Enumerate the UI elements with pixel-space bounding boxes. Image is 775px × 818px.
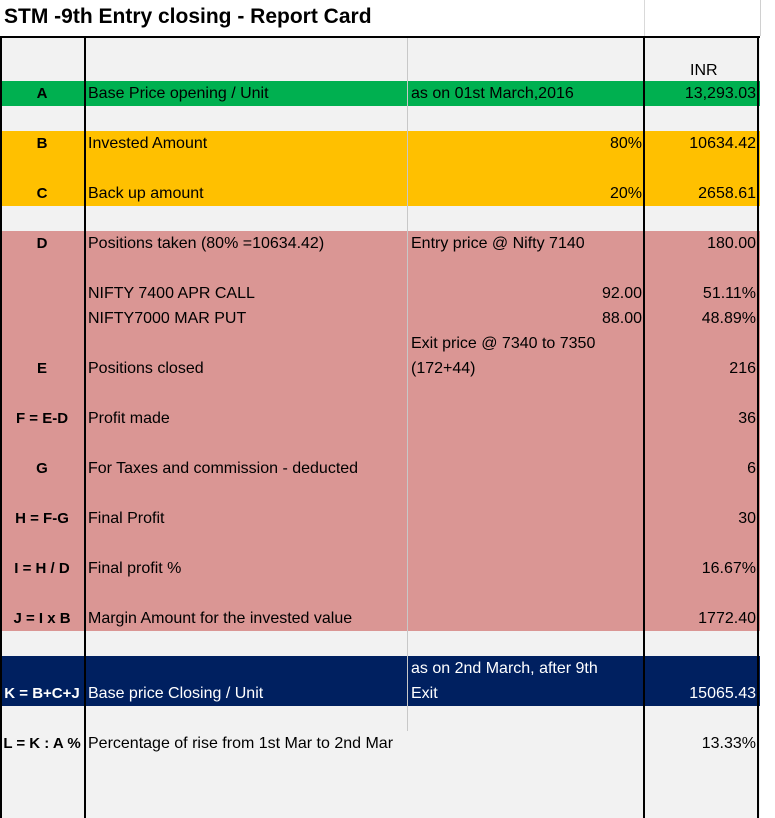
row-f-label: F = E-D	[15, 410, 69, 427]
row-e-note-line1	[0, 331, 760, 356]
row-e-note2: (172+44)	[411, 360, 476, 377]
row-l	[0, 731, 760, 756]
report-title: STM -9th Entry closing - Report Card	[4, 5, 372, 28]
row-b-desc: Invested Amount	[88, 135, 208, 152]
row-i-label: I = H / D	[14, 560, 70, 577]
row-e-label: E	[36, 360, 47, 377]
row-d-label: D	[36, 235, 48, 252]
row-h-label: H = F-G	[15, 510, 69, 527]
row-b-label: B	[36, 135, 48, 152]
row-k	[0, 681, 760, 706]
row-d-desc: Positions taken (80% =10634.42)	[88, 235, 325, 252]
row-f-desc: Profit made	[88, 410, 170, 427]
row-k-note2: Exit	[411, 685, 438, 702]
row-h-value: 30	[738, 510, 756, 527]
col-border-3	[643, 36, 645, 818]
row-d-note: Entry price @ Nifty 7140	[411, 235, 585, 252]
row-c-pct: 20%	[609, 185, 642, 202]
row-l-label: L = K : A %	[3, 735, 81, 752]
row-f	[0, 406, 760, 431]
col-border-right	[757, 36, 759, 818]
col-border-left	[0, 36, 2, 818]
row-d2	[0, 306, 760, 331]
row-k-note-line1	[0, 656, 760, 681]
row-e-value: 216	[729, 360, 756, 377]
row-a-value: 13,293.03	[684, 85, 756, 102]
row-g-label: G	[36, 460, 48, 477]
row-j-value: 1772.40	[698, 610, 756, 627]
row-k-label: K = B+C+J	[4, 685, 80, 702]
row-b-pct: 80%	[609, 135, 642, 152]
row-i	[0, 556, 760, 581]
row-l-value: 13.33%	[701, 735, 756, 752]
row-g	[0, 456, 760, 481]
row-e-note1: Exit price @ 7340 to 7350	[411, 335, 596, 352]
row-k-desc: Base price Closing / Unit	[88, 685, 264, 702]
row-d1-price: 92.00	[601, 285, 642, 302]
row-k-note1: as on 2nd March, after 9th	[411, 660, 598, 677]
row-l-desc: Percentage of rise from 1st Mar to 2nd Mar	[88, 735, 394, 752]
row-d1-value: 51.11%	[702, 285, 756, 302]
title-bar	[0, 0, 761, 36]
row-j-label: J = I x B	[13, 610, 71, 627]
currency-label: INR	[690, 62, 718, 79]
row-j	[0, 606, 760, 631]
row-h	[0, 506, 760, 531]
row-i-desc: Final profit %	[88, 560, 182, 577]
title-divider	[644, 0, 645, 36]
row-a	[0, 81, 760, 106]
row-d2-desc: NIFTY7000 MAR PUT	[88, 310, 247, 327]
row-d2-price: 88.00	[601, 310, 642, 327]
row-f-value: 36	[738, 410, 756, 427]
row-j-desc: Margin Amount for the invested value	[88, 610, 353, 627]
row-c-desc: Back up amount	[88, 185, 204, 202]
row-e-desc: Positions closed	[88, 360, 204, 377]
row-b	[0, 131, 760, 156]
row-a-label: A	[36, 85, 48, 102]
row-c-value: 2658.61	[698, 185, 756, 202]
row-i-value: 16.67%	[701, 560, 756, 577]
row-d-value: 180.00	[707, 235, 756, 252]
row-b-value: 10634.42	[689, 135, 756, 152]
row-a-desc: Base Price opening / Unit	[88, 85, 269, 102]
row-h-desc: Final Profit	[88, 510, 165, 527]
row-d1	[0, 281, 760, 306]
row-e	[0, 356, 760, 381]
top-border	[0, 36, 760, 38]
col-border-1	[84, 36, 86, 818]
row-d2-value: 48.89%	[701, 310, 756, 327]
row-d	[0, 231, 760, 256]
row-k-value: 15065.43	[689, 685, 756, 702]
row-d1-desc: NIFTY 7400 APR CALL	[88, 285, 255, 302]
row-c-label: C	[36, 185, 48, 202]
col-border-2	[407, 38, 408, 731]
row-g-desc: For Taxes and commission - deducted	[88, 460, 359, 477]
currency-header-row	[0, 58, 760, 83]
row-c	[0, 181, 760, 206]
row-a-note: as on 01st March,2016	[411, 85, 574, 102]
row-g-value: 6	[747, 460, 756, 477]
